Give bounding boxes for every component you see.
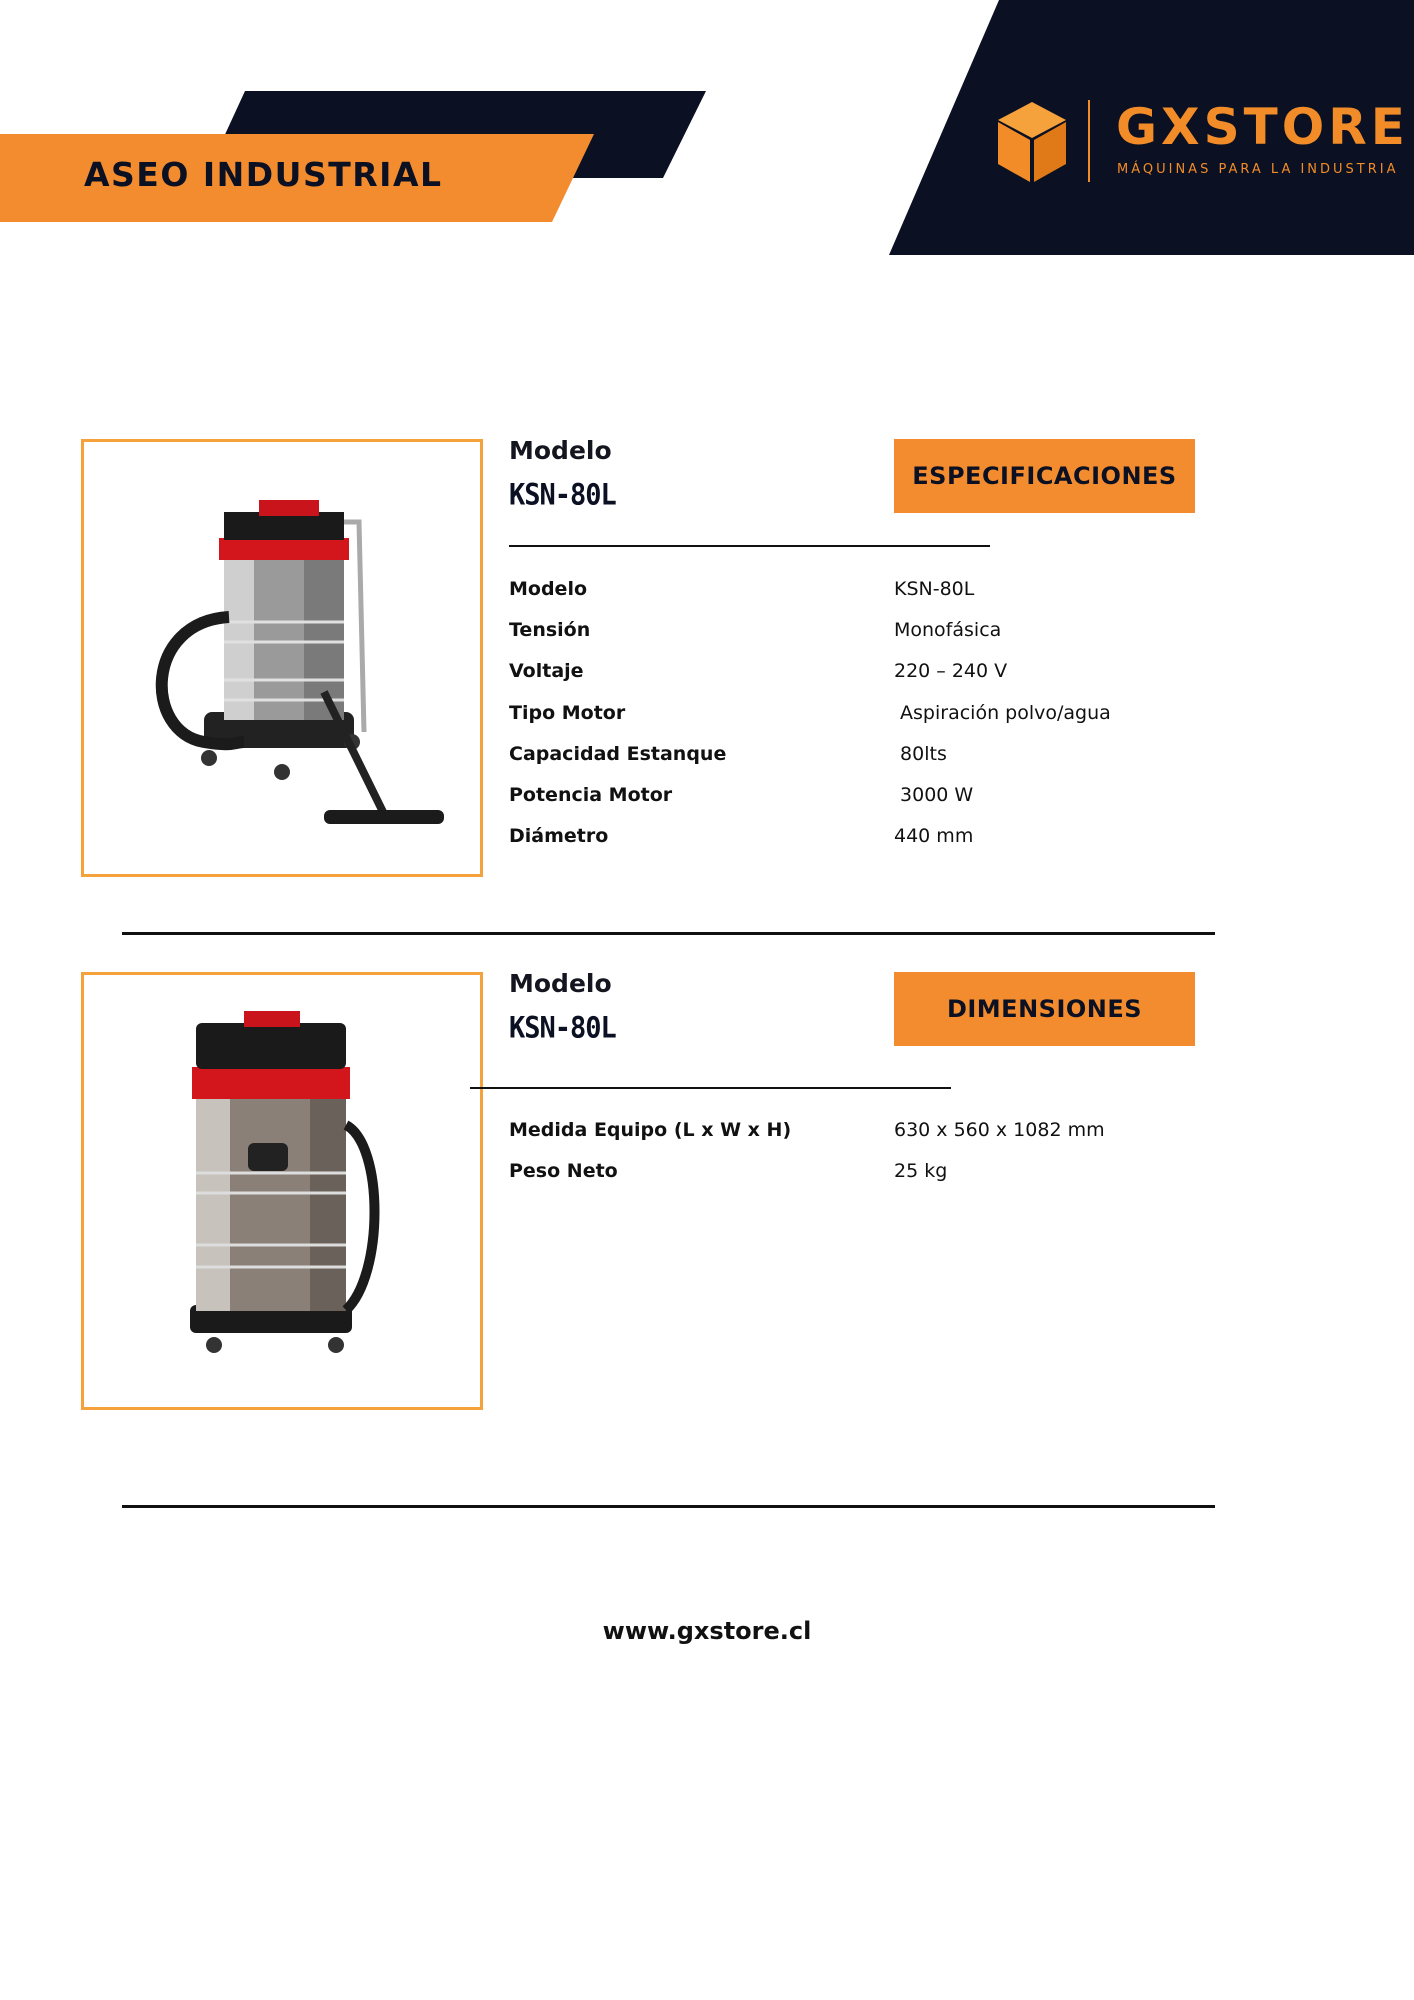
brand-tagline: MÁQUINAS PARA LA INDUSTRIA (1117, 162, 1399, 177)
model-code: KSN-80L (509, 1011, 616, 1046)
spec-label: Potencia Motor (509, 784, 673, 806)
model-code: KSN-80L (509, 478, 616, 513)
specifications-badge: ESPECIFICACIONES (894, 439, 1195, 513)
section-divider (122, 1505, 1215, 1508)
brand-name: GXSTORE (1116, 98, 1409, 156)
website-link[interactable]: www.gxstore.cl (602, 1617, 812, 1645)
spec-row (509, 784, 1209, 814)
spec-row (509, 578, 1209, 608)
vacuum-cleaner-front-image (84, 975, 480, 1407)
spec-value: Monofásica (894, 619, 1002, 641)
spec-value: KSN-80L (894, 578, 975, 600)
model-label: Modelo (509, 969, 612, 998)
spec-row (509, 1160, 1209, 1190)
section-rule (509, 545, 990, 547)
spec-value: 3000 W (894, 784, 974, 806)
product-image-frame (81, 972, 483, 1410)
category-banner: ASEO INDUSTRIAL (84, 155, 443, 194)
spec-label: Tensión (509, 619, 591, 641)
brand-logo[interactable] (990, 96, 1409, 192)
spec-row (509, 1119, 1209, 1149)
spec-value: 25 kg (894, 1160, 948, 1182)
spec-row (509, 743, 1209, 773)
cube-icon (992, 98, 1072, 188)
spec-label: Medida Equipo (L x W x H) (509, 1119, 792, 1141)
spec-value: Aspiración polvo/agua (894, 702, 1111, 724)
spec-value: 220 – 240 V (894, 660, 1008, 682)
logo-divider (1088, 100, 1090, 182)
spec-label: Capacidad Estanque (509, 743, 727, 765)
vacuum-cleaner-with-floor-nozzle-image (84, 442, 480, 874)
spec-row (509, 660, 1209, 690)
spec-label: Voltaje (509, 660, 584, 682)
spec-row (509, 702, 1209, 732)
section-divider (122, 932, 1215, 935)
product-image-frame (81, 439, 483, 877)
section-rule (470, 1087, 951, 1089)
spec-row (509, 825, 1209, 855)
dimensions-badge: DIMENSIONES (894, 972, 1195, 1046)
spec-row (509, 619, 1209, 649)
spec-value: 630 x 560 x 1082 mm (894, 1119, 1105, 1141)
spec-label: Diámetro (509, 825, 609, 847)
spec-label: Modelo (509, 578, 588, 600)
spec-value: 80lts (894, 743, 947, 765)
spec-label: Peso Neto (509, 1160, 618, 1182)
spec-label: Tipo Motor (509, 702, 626, 724)
spec-value: 440 mm (894, 825, 974, 847)
model-label: Modelo (509, 436, 612, 465)
